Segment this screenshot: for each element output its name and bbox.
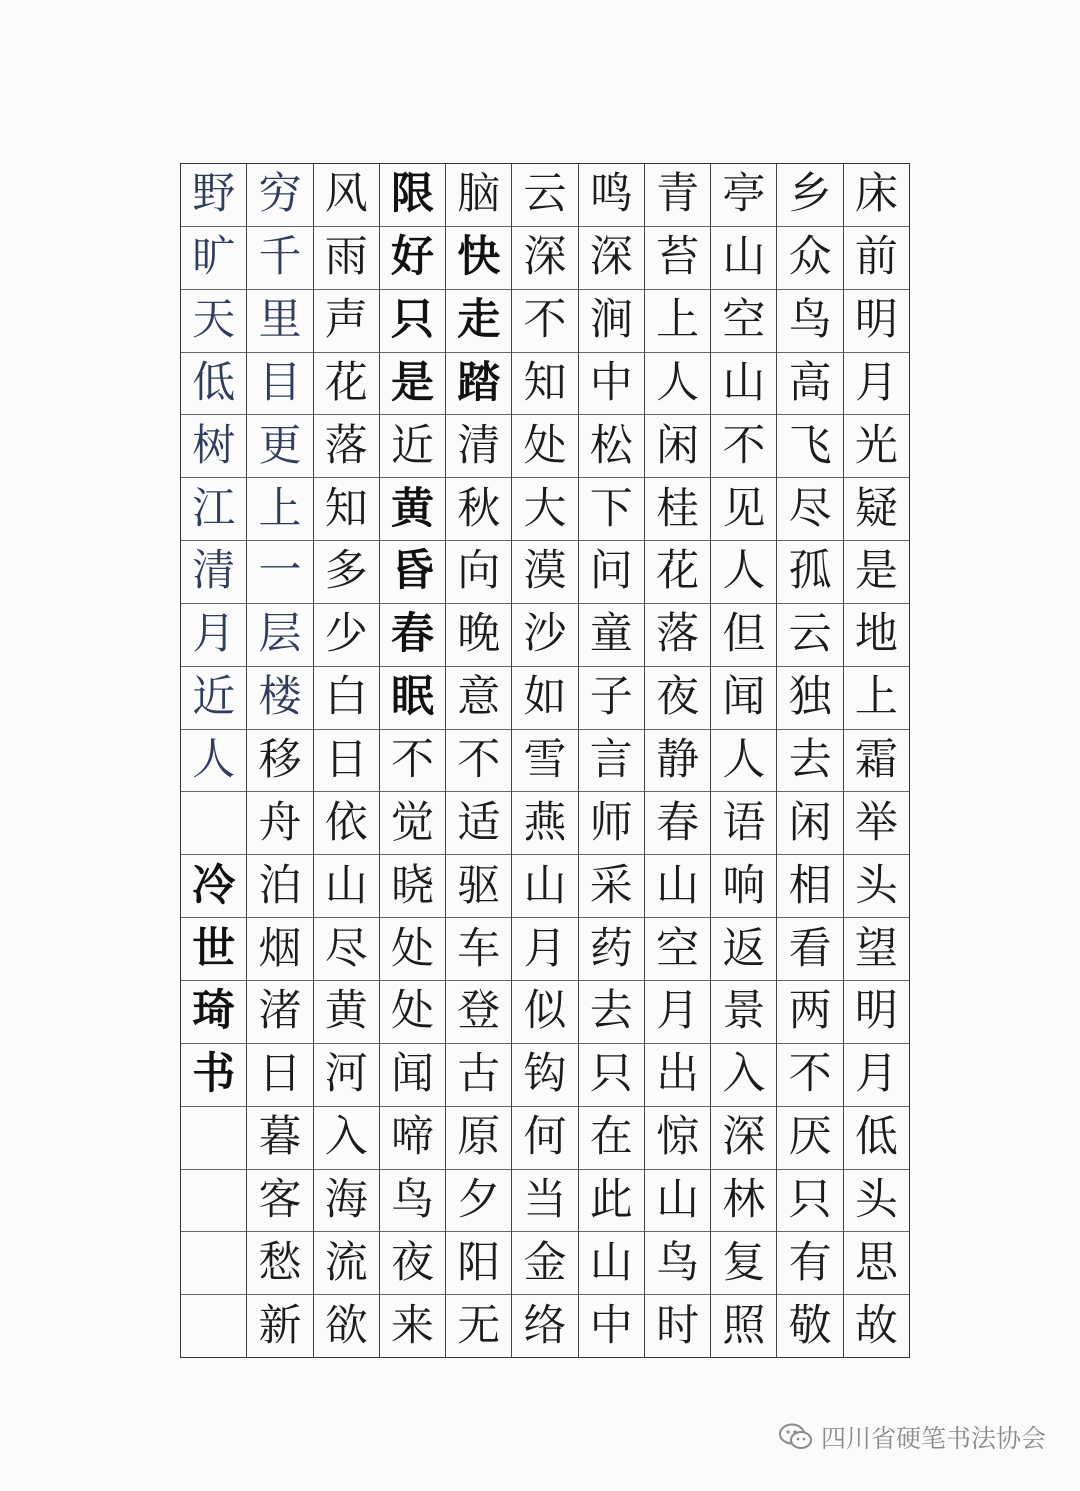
grid-cell: 深	[579, 227, 644, 290]
grid-cell: 琦	[181, 981, 246, 1044]
grid-cell: 走	[446, 290, 511, 353]
grid-cell: 泊	[247, 855, 312, 918]
grid-cell: 问	[579, 541, 644, 604]
grid-cell: 鸟	[645, 1232, 710, 1295]
grid-cell: 漠	[512, 541, 577, 604]
grid-cell: 出	[645, 1044, 710, 1107]
grid-cell: 旷	[181, 227, 246, 290]
grid-cell: 白	[314, 667, 379, 730]
grid-cell	[181, 1295, 246, 1357]
grid-cell: 山	[711, 227, 776, 290]
grid-cell: 眠	[380, 667, 445, 730]
grid-cell: 明	[844, 290, 909, 353]
grid-column	[776, 164, 842, 1357]
grid-cell: 入	[711, 1044, 776, 1107]
grid-cell: 踏	[446, 353, 511, 416]
grid-cell: 登	[446, 981, 511, 1044]
grid-cell: 当	[512, 1170, 577, 1233]
grid-cell: 沙	[512, 604, 577, 667]
grid-cell: 野	[181, 164, 246, 227]
grid-cell: 月	[181, 604, 246, 667]
grid-column	[246, 164, 312, 1357]
grid-cell: 但	[711, 604, 776, 667]
grid-cell: 童	[579, 604, 644, 667]
grid-cell: 头	[844, 855, 909, 918]
grid-cell: 一	[247, 541, 312, 604]
grid-cell: 师	[579, 792, 644, 855]
grid-cell: 鸟	[777, 290, 842, 353]
grid-cell: 楼	[247, 667, 312, 730]
grid-column	[379, 164, 445, 1357]
grid-cell: 河	[314, 1044, 379, 1107]
grid-cell: 山	[645, 855, 710, 918]
grid-cell: 近	[181, 667, 246, 730]
grid-cell: 春	[380, 604, 445, 667]
grid-cell	[181, 792, 246, 855]
grid-cell: 桂	[645, 478, 710, 541]
grid-cell: 语	[711, 792, 776, 855]
grid-cell: 山	[711, 353, 776, 416]
grid-cell: 驱	[446, 855, 511, 918]
grid-cell: 子	[579, 667, 644, 730]
grid-cell: 更	[247, 415, 312, 478]
grid-cell: 入	[314, 1107, 379, 1170]
grid-cell: 故	[854, 1300, 898, 1351]
grid-cell: 处	[380, 918, 445, 981]
grid-cell: 千	[247, 227, 312, 290]
grid-cell: 响	[711, 855, 776, 918]
grid-column	[843, 164, 909, 1357]
grid-cell: 是	[844, 541, 909, 604]
grid-cell: 月	[844, 353, 909, 416]
grid-cell: 云	[512, 164, 577, 227]
grid-cell: 欲	[324, 1300, 368, 1351]
grid-cell: 流	[314, 1232, 379, 1295]
grid-cell: 日	[314, 730, 379, 793]
grid-cell: 乡	[777, 164, 842, 227]
grid-cell: 两	[777, 981, 842, 1044]
grid-cell: 低	[844, 1107, 909, 1170]
grid-column	[644, 164, 710, 1357]
grid-cell: 夜	[380, 1232, 445, 1295]
grid-cell: 日	[247, 1044, 312, 1107]
grid-column	[578, 164, 644, 1357]
grid-cell: 鸟	[380, 1170, 445, 1233]
grid-cell: 适	[446, 792, 511, 855]
grid-cell: 如	[512, 667, 577, 730]
grid-cell: 众	[777, 227, 842, 290]
grid-cell: 新	[258, 1300, 302, 1351]
grid-cell: 返	[711, 918, 776, 981]
grid-cell: 车	[446, 918, 511, 981]
grid-cell: 不	[446, 730, 511, 793]
grid-cell: 深	[512, 227, 577, 290]
grid-cell: 闻	[711, 667, 776, 730]
grid-cell: 暮	[247, 1107, 312, 1170]
grid-cell: 松	[579, 415, 644, 478]
grid-cell: 钩	[512, 1044, 577, 1107]
grid-cell: 前	[844, 227, 909, 290]
grid-cell: 好	[380, 227, 445, 290]
grid-cell: 言	[579, 730, 644, 793]
grid-cell: 思	[844, 1232, 909, 1295]
grid-cell: 尽	[777, 478, 842, 541]
grid-cell: 大	[512, 478, 577, 541]
grid-cell: 景	[711, 981, 776, 1044]
grid-column	[445, 164, 511, 1357]
grid-cell: 涧	[579, 290, 644, 353]
grid-cell: 独	[777, 667, 842, 730]
grid-cell: 意	[446, 667, 511, 730]
grid-cell: 原	[446, 1107, 511, 1170]
grid-cell: 知	[314, 478, 379, 541]
grid-cell: 敬	[788, 1300, 832, 1351]
grid-cell: 夕	[446, 1170, 511, 1233]
grid-cell: 处	[512, 415, 577, 478]
grid-cell: 黄	[380, 478, 445, 541]
grid-cell: 高	[777, 353, 842, 416]
grid-cell: 地	[844, 604, 909, 667]
grid-cell: 清	[446, 415, 511, 478]
grid-column	[710, 164, 776, 1357]
grid-cell: 渚	[247, 981, 312, 1044]
grid-cell: 客	[247, 1170, 312, 1233]
grid-cell: 是	[380, 353, 445, 416]
grid-cell: 雨	[314, 227, 379, 290]
grid-cell: 床	[844, 164, 909, 227]
grid-cell: 林	[711, 1170, 776, 1233]
watermark	[779, 1419, 1046, 1455]
grid-cell: 人	[181, 730, 246, 793]
grid-cell: 月	[512, 918, 577, 981]
grid-cell: 金	[512, 1232, 577, 1295]
grid-cell: 看	[777, 918, 842, 981]
grid-cell: 只	[380, 290, 445, 353]
grid-cell: 夜	[645, 667, 710, 730]
grid-cell: 花	[645, 541, 710, 604]
grid-cell: 移	[247, 730, 312, 793]
grid-cell: 鸣	[579, 164, 644, 227]
grid-cell: 中	[589, 1300, 633, 1351]
grid-cell: 阳	[446, 1232, 511, 1295]
grid-cell: 江	[181, 478, 246, 541]
calligraphy-grid	[180, 163, 910, 1358]
grid-cell: 照	[722, 1300, 766, 1351]
grid-cell: 相	[777, 855, 842, 918]
grid-cell: 限	[380, 164, 445, 227]
grid-cell: 晓	[380, 855, 445, 918]
grid-cell: 空	[645, 918, 710, 981]
grid-cell: 书	[181, 1044, 246, 1107]
grid-cell: 里	[247, 290, 312, 353]
grid-cell: 烟	[247, 918, 312, 981]
grid-cell: 在	[579, 1107, 644, 1170]
grid-cell: 无	[457, 1300, 501, 1351]
grid-cell: 依	[314, 792, 379, 855]
grid-cell: 见	[711, 478, 776, 541]
grid-cell: 不	[777, 1044, 842, 1107]
grid-cell: 闻	[380, 1044, 445, 1107]
grid-cell: 昏	[380, 541, 445, 604]
grid-cell: 苔	[645, 227, 710, 290]
grid-cell: 不	[711, 415, 776, 478]
grid-cell: 古	[446, 1044, 511, 1107]
grid-cell: 花	[314, 353, 379, 416]
grid-cell: 此	[579, 1170, 644, 1233]
grid-cell: 复	[711, 1232, 776, 1295]
grid-cell: 愁	[247, 1232, 312, 1295]
grid-cell: 天	[181, 290, 246, 353]
grid-cell	[181, 1170, 246, 1233]
grid-cell: 亭	[711, 164, 776, 227]
grid-cell: 燕	[512, 792, 577, 855]
grid-column	[511, 164, 577, 1357]
grid-cell: 青	[645, 164, 710, 227]
grid-cell: 孤	[777, 541, 842, 604]
grid-cell: 山	[512, 855, 577, 918]
grid-cell	[181, 1232, 246, 1295]
grid-cell: 厌	[777, 1107, 842, 1170]
grid-cell: 药	[579, 918, 644, 981]
grid-cell: 空	[711, 290, 776, 353]
grid-cell: 似	[512, 981, 577, 1044]
grid-cell: 舟	[247, 792, 312, 855]
grid-cell: 何	[512, 1107, 577, 1170]
grid-cell: 脑	[446, 164, 511, 227]
grid-cell: 人	[711, 730, 776, 793]
grid-cell: 头	[844, 1170, 909, 1233]
grid-cell	[181, 1107, 246, 1170]
grid-cell: 世	[181, 918, 246, 981]
grid-cell: 向	[446, 541, 511, 604]
grid-cell: 快	[446, 227, 511, 290]
grid-cell: 闲	[645, 415, 710, 478]
grid-cell: 尽	[314, 918, 379, 981]
grid-cell: 春	[645, 792, 710, 855]
grid-cell: 有	[777, 1232, 842, 1295]
grid-cell: 山	[579, 1232, 644, 1295]
grid-cell: 山	[645, 1170, 710, 1233]
grid-cell: 冷	[181, 855, 246, 918]
grid-cell: 少	[314, 604, 379, 667]
grid-cell: 霜	[844, 730, 909, 793]
grid-cell: 疑	[844, 478, 909, 541]
grid-cell: 只	[579, 1044, 644, 1107]
grid-cell: 飞	[777, 415, 842, 478]
grid-cell: 穷	[247, 164, 312, 227]
grid-cell: 中	[579, 353, 644, 416]
grid-cell: 闲	[777, 792, 842, 855]
grid-cell: 光	[844, 415, 909, 478]
grid-cell: 深	[711, 1107, 776, 1170]
grid-cell: 海	[314, 1170, 379, 1233]
grid-cell: 惊	[645, 1107, 710, 1170]
grid-cell: 声	[314, 290, 379, 353]
grid-cell: 近	[380, 415, 445, 478]
grid-cell: 清	[181, 541, 246, 604]
grid-cell: 秋	[446, 478, 511, 541]
grid-cell: 层	[247, 604, 312, 667]
grid-cell: 上	[645, 290, 710, 353]
grid-cell: 处	[380, 981, 445, 1044]
grid-cell: 去	[777, 730, 842, 793]
grid-cell: 时	[656, 1300, 700, 1351]
grid-cell: 山	[314, 855, 379, 918]
grid-cell: 人	[645, 353, 710, 416]
grid-cell: 树	[181, 415, 246, 478]
grid-cell: 落	[314, 415, 379, 478]
grid-cell: 静	[645, 730, 710, 793]
grid-cell: 啼	[380, 1107, 445, 1170]
grid-cell: 上	[844, 667, 909, 730]
grid-cell: 人	[711, 541, 776, 604]
grid-cell: 多	[314, 541, 379, 604]
grid-cell: 风	[314, 164, 379, 227]
grid-cell: 雪	[512, 730, 577, 793]
grid-column	[313, 164, 379, 1357]
grid-cell: 黄	[314, 981, 379, 1044]
wechat-icon	[779, 1423, 813, 1451]
grid-cell: 上	[247, 478, 312, 541]
grid-cell: 觉	[380, 792, 445, 855]
grid-cell: 知	[512, 353, 577, 416]
grid-cell: 不	[380, 730, 445, 793]
grid-cell: 来	[391, 1300, 434, 1351]
grid-cell: 晚	[446, 604, 511, 667]
grid-cell: 云	[777, 604, 842, 667]
grid-cell: 举	[844, 792, 909, 855]
grid-cell: 月	[844, 1044, 909, 1107]
grid-cell: 采	[579, 855, 644, 918]
grid-cell: 下	[579, 478, 644, 541]
grid-cell: 低	[181, 353, 246, 416]
grid-cell: 望	[844, 918, 909, 981]
watermark-text: 四川省硬笔书法协会	[820, 1424, 1046, 1453]
grid-cell: 目	[247, 353, 312, 416]
grid-cell: 络	[523, 1300, 567, 1351]
grid-cell: 月	[645, 981, 710, 1044]
grid-column	[181, 164, 246, 1357]
grid-cell: 落	[645, 604, 710, 667]
grid-cell: 去	[579, 981, 644, 1044]
grid-cell: 明	[844, 981, 909, 1044]
grid-cell: 只	[777, 1170, 842, 1233]
grid-cell: 不	[512, 290, 577, 353]
